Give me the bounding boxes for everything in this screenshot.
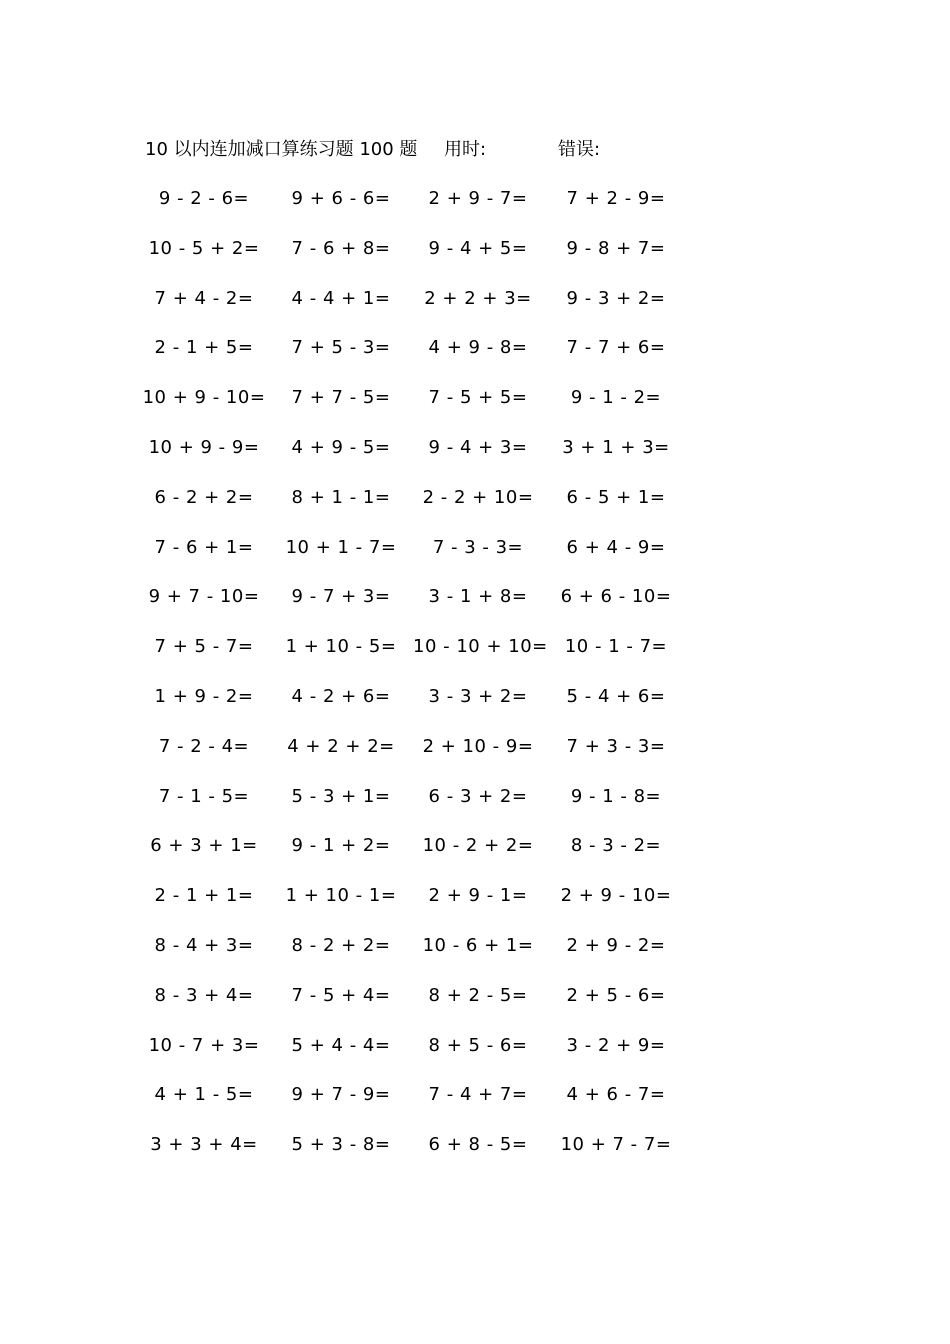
arithmetic-problem: 9 - 7 + 3= <box>291 586 391 608</box>
arithmetic-problem: 8 - 4 + 3= <box>154 935 254 956</box>
arithmetic-problem: 4 + 9 - 8= <box>428 337 528 359</box>
arithmetic-problem: 10 + 7 - 7= <box>560 1134 672 1156</box>
arithmetic-problem: 9 - 1 + 2= <box>291 835 391 857</box>
arithmetic-problem: 2 + 5 - 6= <box>566 984 666 1006</box>
arithmetic-problem: 10 - 5 + 2= <box>148 237 260 259</box>
arithmetic-problem: 10 - 7 + 3= <box>148 1034 260 1056</box>
arithmetic-problem: 7 + 5 - 7= <box>154 636 254 658</box>
problem-row <box>0 732 950 762</box>
arithmetic-problem: 7 - 6 + 8= <box>291 237 391 259</box>
arithmetic-problem: 7 + 3 - 3= <box>566 735 666 757</box>
arithmetic-problem: 7 - 1 - 5= <box>158 785 250 807</box>
arithmetic-problem: 7 - 5 + 5= <box>428 387 528 409</box>
arithmetic-problem: 8 + 1 - 1= <box>291 486 391 508</box>
arithmetic-problem: 9 + 7 - 10= <box>148 586 260 608</box>
arithmetic-problem: 6 + 8 - 5= <box>428 1134 528 1156</box>
arithmetic-problem: 3 - 3 + 2= <box>428 686 528 707</box>
arithmetic-problem: 2 - 2 + 10= <box>422 486 534 508</box>
problem-row <box>0 582 950 612</box>
arithmetic-problem: 8 - 3 - 2= <box>570 835 662 857</box>
errors-label: 错误: <box>558 139 601 160</box>
arithmetic-problem: 4 + 9 - 5= <box>291 437 391 458</box>
arithmetic-problem: 4 + 6 - 7= <box>566 1084 666 1106</box>
problem-row <box>0 1031 950 1061</box>
arithmetic-problem: 7 - 3 - 3= <box>432 536 524 558</box>
problem-row <box>0 881 950 911</box>
problem-row <box>0 533 950 563</box>
arithmetic-problem: 2 - 1 + 5= <box>154 337 254 359</box>
arithmetic-problem: 10 - 1 - 7= <box>564 636 668 658</box>
arithmetic-problem: 9 - 8 + 7= <box>566 237 666 259</box>
problem-row <box>0 483 950 513</box>
arithmetic-problem: 7 - 2 - 4= <box>158 735 250 757</box>
arithmetic-problem: 3 + 1 + 3= <box>562 437 670 458</box>
arithmetic-problem: 1 + 9 - 2= <box>154 686 254 707</box>
problem-row <box>0 931 950 961</box>
arithmetic-problem: 2 + 10 - 9= <box>422 735 534 757</box>
arithmetic-problem: 9 - 4 + 5= <box>428 237 528 259</box>
problem-row <box>0 682 950 712</box>
arithmetic-problem: 5 + 3 - 8= <box>291 1134 391 1156</box>
arithmetic-problem: 7 - 5 + 4= <box>291 984 391 1006</box>
arithmetic-problem: 7 + 4 - 2= <box>154 287 254 309</box>
arithmetic-problem: 8 + 2 - 5= <box>428 984 528 1006</box>
arithmetic-problem: 8 + 5 - 6= <box>428 1034 528 1056</box>
arithmetic-problem: 10 + 1 - 7= <box>285 536 397 558</box>
arithmetic-problem: 7 - 7 + 6= <box>566 337 666 359</box>
arithmetic-problem: 5 - 4 + 6= <box>566 686 666 707</box>
arithmetic-problem: 4 - 4 + 1= <box>291 287 391 309</box>
problem-row <box>0 782 950 812</box>
arithmetic-problem: 9 + 7 - 9= <box>291 1084 391 1106</box>
problem-row <box>0 632 950 662</box>
problem-row <box>0 831 950 861</box>
problem-row <box>0 284 950 314</box>
arithmetic-problem: 9 - 4 + 3= <box>428 437 528 458</box>
arithmetic-problem: 5 - 3 + 1= <box>291 785 391 807</box>
arithmetic-problem: 4 + 1 - 5= <box>154 1084 254 1106</box>
arithmetic-problem: 1 + 10 - 5= <box>285 636 397 658</box>
arithmetic-problem: 2 + 9 - 7= <box>428 188 528 209</box>
arithmetic-problem: 10 + 9 - 9= <box>148 437 260 458</box>
problem-row <box>0 1130 950 1160</box>
arithmetic-problem: 8 - 2 + 2= <box>291 935 391 956</box>
arithmetic-problem: 6 - 5 + 1= <box>566 486 666 508</box>
arithmetic-problem: 2 - 1 + 1= <box>154 885 254 907</box>
arithmetic-problem: 9 - 1 - 2= <box>570 387 662 409</box>
arithmetic-problem: 6 + 6 - 10= <box>560 586 672 608</box>
worksheet-title: 10 以内连加减口算练习题 100 题 <box>145 139 418 160</box>
arithmetic-problem: 7 - 4 + 7= <box>428 1084 528 1106</box>
arithmetic-problem: 9 - 3 + 2= <box>566 287 666 309</box>
arithmetic-problem: 2 + 2 + 3= <box>424 287 532 309</box>
problem-row <box>0 333 950 363</box>
arithmetic-problem: 4 - 2 + 6= <box>291 686 391 707</box>
arithmetic-problem: 7 + 7 - 5= <box>291 387 391 409</box>
arithmetic-problem: 3 + 3 + 4= <box>150 1134 258 1156</box>
arithmetic-problem: 1 + 10 - 1= <box>285 885 397 907</box>
arithmetic-problem: 9 - 1 - 8= <box>570 785 662 807</box>
arithmetic-problem: 8 - 3 + 4= <box>154 984 254 1006</box>
arithmetic-problem: 10 - 2 + 2= <box>422 835 534 857</box>
arithmetic-problem: 2 + 9 - 2= <box>566 935 666 956</box>
arithmetic-problem: 2 + 9 - 1= <box>428 885 528 907</box>
arithmetic-problem: 2 + 9 - 10= <box>560 885 672 907</box>
arithmetic-problem: 4 + 2 + 2= <box>287 735 395 757</box>
arithmetic-problem: 7 + 2 - 9= <box>566 188 666 209</box>
arithmetic-problem: 3 - 2 + 9= <box>566 1034 666 1056</box>
problem-row <box>0 234 950 264</box>
arithmetic-problem: 6 - 3 + 2= <box>428 785 528 807</box>
arithmetic-problem: 5 + 4 - 4= <box>291 1034 391 1056</box>
problem-row <box>0 433 950 463</box>
arithmetic-problem: 3 - 1 + 8= <box>428 586 528 608</box>
arithmetic-problem: 9 + 6 - 6= <box>291 188 391 209</box>
arithmetic-problem: 6 + 3 + 1= <box>150 835 258 857</box>
arithmetic-problem: 10 - 6 + 1= <box>422 935 534 956</box>
arithmetic-problem: 10 + 9 - 10= <box>142 387 266 409</box>
arithmetic-problem: 7 - 6 + 1= <box>154 536 254 558</box>
arithmetic-problem: 10 - 10 + 10= <box>413 636 548 658</box>
arithmetic-problem: 7 + 5 - 3= <box>291 337 391 359</box>
arithmetic-problem: 6 + 4 - 9= <box>566 536 666 558</box>
problem-row <box>0 383 950 413</box>
arithmetic-problem: 6 - 2 + 2= <box>154 486 254 508</box>
time-used-label: 用时: <box>444 139 487 160</box>
arithmetic-problem: 9 - 2 - 6= <box>158 188 250 209</box>
problem-row <box>0 981 950 1011</box>
problem-row <box>0 184 950 214</box>
problem-row <box>0 1080 950 1110</box>
